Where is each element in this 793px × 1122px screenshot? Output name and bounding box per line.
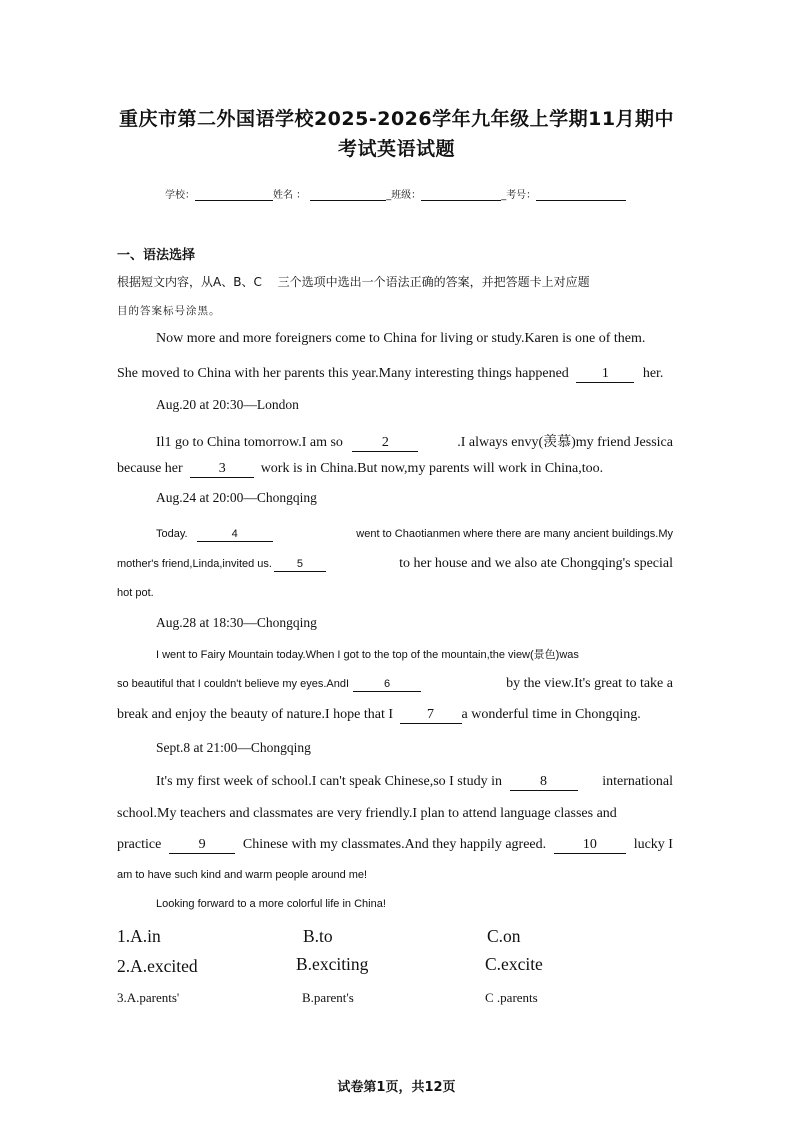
answer-blank-8[interactable]: 8 — [510, 775, 578, 791]
passage-line — [117, 837, 673, 854]
instruction-line1: 根据短文内容，从A、B、C 三个选项中选出一个语法正确的答案，并把答题卡上对应题 — [117, 275, 590, 289]
passage-text: Chinese with my classmates.And they happily agreed. — [242, 837, 547, 852]
passage-line — [117, 707, 641, 724]
passage-text: school.My teachers and classmates are very friendly.I plan to attend language classes and — [117, 806, 617, 821]
passage-line: am to have such kind and warm people around me! — [117, 869, 368, 881]
name-field[interactable] — [310, 190, 386, 201]
passage-text: lucky I — [633, 837, 673, 852]
answer-blank-9[interactable]: 9 — [169, 838, 235, 854]
class-field[interactable] — [421, 190, 501, 201]
diary-date: Sept.8 at 21:00—Chongqing — [156, 740, 311, 755]
class-label: _班级： — [386, 190, 422, 201]
option-3b[interactable]: B.parent's — [302, 990, 354, 1005]
answer-blank-10[interactable]: 10 — [554, 838, 626, 854]
school-label: 学校： — [165, 190, 195, 201]
passage-text: by the view.It's great to take a — [506, 676, 673, 691]
page-title-line1: 重庆市第二外国语学校2025-2026学年九年级上学期11月期中 — [118, 108, 675, 130]
passage-line — [117, 461, 603, 478]
passage-line — [156, 431, 673, 452]
passage-text: work is in China.But now,my parents will work in China,too. — [260, 461, 604, 476]
passage-text: because her — [117, 461, 183, 476]
passage-text: international — [602, 774, 673, 789]
passage-line — [117, 806, 673, 822]
diary-date: Aug.28 at 18:30—Chongqing — [156, 615, 317, 630]
answer-blank-5[interactable]: 5 — [274, 559, 326, 572]
answer-blank-4[interactable]: 4 — [197, 529, 273, 542]
passage-line: I went to Fairy Mountain today.When I got to the top of the mountain,the view(景色)was — [156, 649, 579, 661]
passage-line: hot pot. — [117, 587, 154, 599]
passage-line — [156, 528, 673, 542]
option-1b[interactable]: B.to — [303, 926, 333, 946]
school-field[interactable] — [195, 190, 273, 201]
passage-text: went to Chaotianmen where there are many ancient buildings.My — [356, 528, 673, 540]
passage-text: Il1 go to China tomorrow.I am so — [156, 435, 343, 450]
exam-number-label: _考号： — [501, 190, 537, 201]
passage-text: her. — [642, 366, 664, 381]
page-footer: 试卷第1页，共12页 — [337, 1080, 456, 1095]
passage-text: mother's friend,Linda,invited us. — [117, 558, 272, 570]
page-title-line2: 考试英语试题 — [337, 138, 455, 160]
passage-line — [156, 774, 673, 791]
passage-text: to her house and we also ate Chongqing's special — [399, 556, 673, 571]
passage-text: so beautiful that I couldn't believe my eyes.AndI — [117, 678, 350, 690]
option-2a[interactable]: 2.A.excited — [117, 956, 198, 976]
answer-blank-2[interactable]: 2 — [352, 436, 418, 452]
passage-text: a wonderful time in Chongqing. — [461, 707, 641, 722]
student-info-line — [165, 186, 626, 201]
passage-text: .I always envy(羡慕)my friend Jessica — [457, 435, 673, 450]
instruction-line2: 目的答案标号涂黑。 — [117, 305, 221, 317]
section-heading: 一、语法选择 — [117, 248, 196, 263]
answer-blank-3[interactable]: 3 — [190, 462, 254, 478]
answer-blank-1[interactable]: 1 — [576, 367, 634, 383]
passage-line — [117, 676, 673, 692]
passage-line — [117, 556, 673, 572]
answer-blank-7[interactable]: 7 — [400, 708, 462, 724]
answer-blank-6[interactable]: 6 — [353, 679, 421, 692]
option-3a[interactable]: 3.A.parents' — [117, 990, 180, 1005]
option-3c[interactable]: C .parents — [485, 990, 538, 1005]
passage-text: Today. — [156, 528, 188, 540]
option-1c[interactable]: C.on — [487, 926, 521, 946]
option-2c[interactable]: C.excite — [485, 954, 543, 974]
diary-date: Aug.24 at 20:00—Chongqing — [156, 490, 317, 505]
passage-text: practice — [117, 837, 162, 852]
passage-text: It's my first week of school.I can't speak Chinese,so I study in — [156, 774, 503, 789]
option-1a[interactable]: 1.A.in — [117, 926, 161, 946]
name-label: 姓名 ： — [273, 190, 307, 201]
exam-number-field[interactable] — [536, 190, 626, 201]
passage-line: Looking forward to a more colorful life in China! — [156, 898, 386, 910]
passage-line: Now more and more foreigners come to China for living or study.Karen is one of them. — [156, 331, 646, 346]
passage-text: break and enjoy the beauty of nature.I hope that I — [117, 707, 394, 722]
passage-line — [117, 366, 663, 383]
passage-text: She moved to China with her parents this year.Many interesting things happened — [117, 366, 569, 381]
diary-date: Aug.20 at 20:30—London — [156, 397, 299, 412]
option-2b[interactable]: B.exciting — [296, 954, 369, 974]
